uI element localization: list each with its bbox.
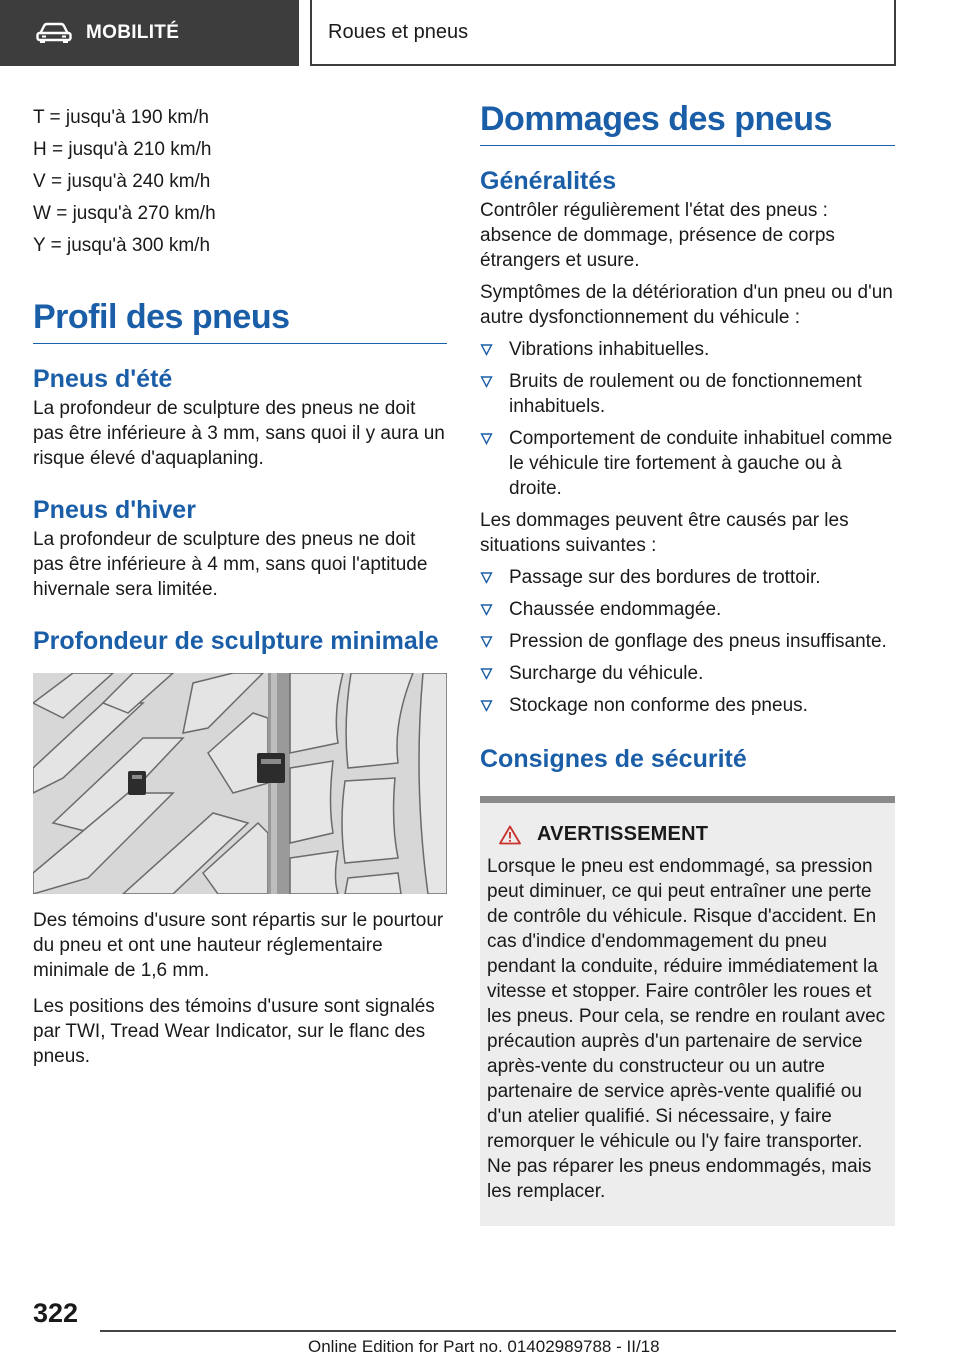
- list-item: Passage sur des bordures de trottoir.: [480, 565, 895, 590]
- triangle-bullet-icon: [480, 667, 493, 680]
- warning-triangle-icon: [499, 825, 521, 845]
- page-header: [0, 0, 960, 66]
- summer-text: La profondeur de sculpture des pneus ne doit pas être inférieure à 3 mm, sans quoi il y aura un risque élevé d'aquaplaning.: [33, 398, 445, 469]
- general-text: Contrôler régulièrement l'état des pneus : absence de dommage, présence de corps étrangers et usure.: [480, 200, 835, 271]
- car-icon: [36, 22, 72, 44]
- triangle-bullet-icon: [480, 635, 493, 648]
- list-item: Chaussée endommagée.: [480, 597, 895, 622]
- speed-rating-v: V = jusqu'à 240 km/h: [33, 171, 211, 192]
- damage-heading: Dommages des pneus: [480, 100, 895, 146]
- symptoms-list: [480, 337, 895, 501]
- triangle-bullet-icon: [480, 432, 493, 445]
- tread-wear-indicator-image: [33, 673, 447, 894]
- footer-divider: [100, 1330, 896, 1332]
- speed-rating-y: Y = jusqu'à 300 km/h: [33, 235, 211, 256]
- triangle-bullet-icon: [480, 603, 493, 616]
- triangle-bullet-icon: [480, 375, 493, 388]
- wear-indicator-text-2: Les positions des témoins d'usure sont signalés par TWI, Tread Wear Indicator, sur le flanc des pneus.: [33, 996, 435, 1067]
- summer-heading: Pneus d'été: [33, 365, 173, 393]
- list-item: Bruits de roulement ou de fonctionnement inhabituels.: [480, 369, 895, 419]
- list-item: Pression de gonflage des pneus insuffisante.: [480, 629, 895, 654]
- winter-heading: Pneus d'hiver: [33, 496, 196, 524]
- list-item: Surcharge du véhicule.: [480, 661, 895, 686]
- tread-illustration: [33, 673, 447, 894]
- min-depth-heading: Profondeur de sculpture minimale: [33, 627, 439, 655]
- symptoms-intro: Symptômes de la détérioration d'un pneu ou d'un autre dysfonctionnement du véhicule :: [480, 282, 893, 328]
- warning-text: Lorsque le pneu est endommagé, sa pression peut diminuer, ce qui peut entraîner une perte de contrôle du véhicule. Risque d'accident. En cas d'indice d'endommagement du pneu pendant la conduite, réduire immédiatement la vitesse et stopper. Faire contrôler les roues et les pneus. Pour cela, se rendre en roulant avec précaution auprès d'un partenaire de service après-vente du constructeur ou un autre partenaire de service après-vente qualifié ou d'un atelier qualifié. Si nécessaire, y faire remorquer le véhicule ou l'y faire transporter. Ne pas réparer les pneus endommagés, mais les remplacer.: [487, 856, 886, 1202]
- triangle-bullet-icon: [480, 343, 493, 356]
- list-item: Stockage non conforme des pneus.: [480, 693, 895, 718]
- winter-text: La profondeur de sculpture des pneus ne doit pas être inférieure à 4 mm, sans quoi l'aptitude hivernale sera limitée.: [33, 529, 428, 600]
- general-heading: Généralités: [480, 167, 617, 195]
- left-column: [33, 100, 447, 1069]
- triangle-bullet-icon: [480, 571, 493, 584]
- warning-box: [480, 796, 895, 1226]
- speed-ratings: [33, 102, 447, 262]
- triangle-bullet-icon: [480, 699, 493, 712]
- speed-rating-w: W = jusqu'à 270 km/h: [33, 203, 216, 224]
- list-item: Comportement de conduite inhabituel comme le véhicule tire fortement à gauche ou à droite.: [480, 426, 895, 501]
- speed-rating-h: H = jusqu'à 210 km/h: [33, 139, 212, 160]
- causes-list: [480, 565, 895, 718]
- wear-indicator-text-1: Des témoins d'usure sont répartis sur le pourtour du pneu et ont une hauteur réglementaire minimale de 1,6 mm.: [33, 910, 444, 981]
- chapter-tab: [0, 0, 299, 66]
- edition-note: Online Edition for Part no. 01402989788 - II/18: [308, 1337, 660, 1356]
- chapter-label: MOBILITÉ: [86, 22, 180, 43]
- warning-title: AVERTISSEMENT: [537, 823, 709, 845]
- causes-intro: Les dommages peuvent être causés par les situations suivantes :: [480, 510, 849, 556]
- warning-header: [499, 823, 888, 846]
- profile-heading: Profil des pneus: [33, 298, 447, 344]
- section-label: Roues et pneus: [328, 20, 469, 43]
- section-header: [310, 0, 896, 66]
- page-number: 322: [33, 1298, 79, 1328]
- speed-rating-t: T = jusqu'à 190 km/h: [33, 107, 209, 128]
- safety-heading: Consignes de sécurité: [480, 745, 747, 773]
- list-item: Vibrations inhabituelles.: [480, 337, 895, 362]
- right-column: [480, 100, 895, 1226]
